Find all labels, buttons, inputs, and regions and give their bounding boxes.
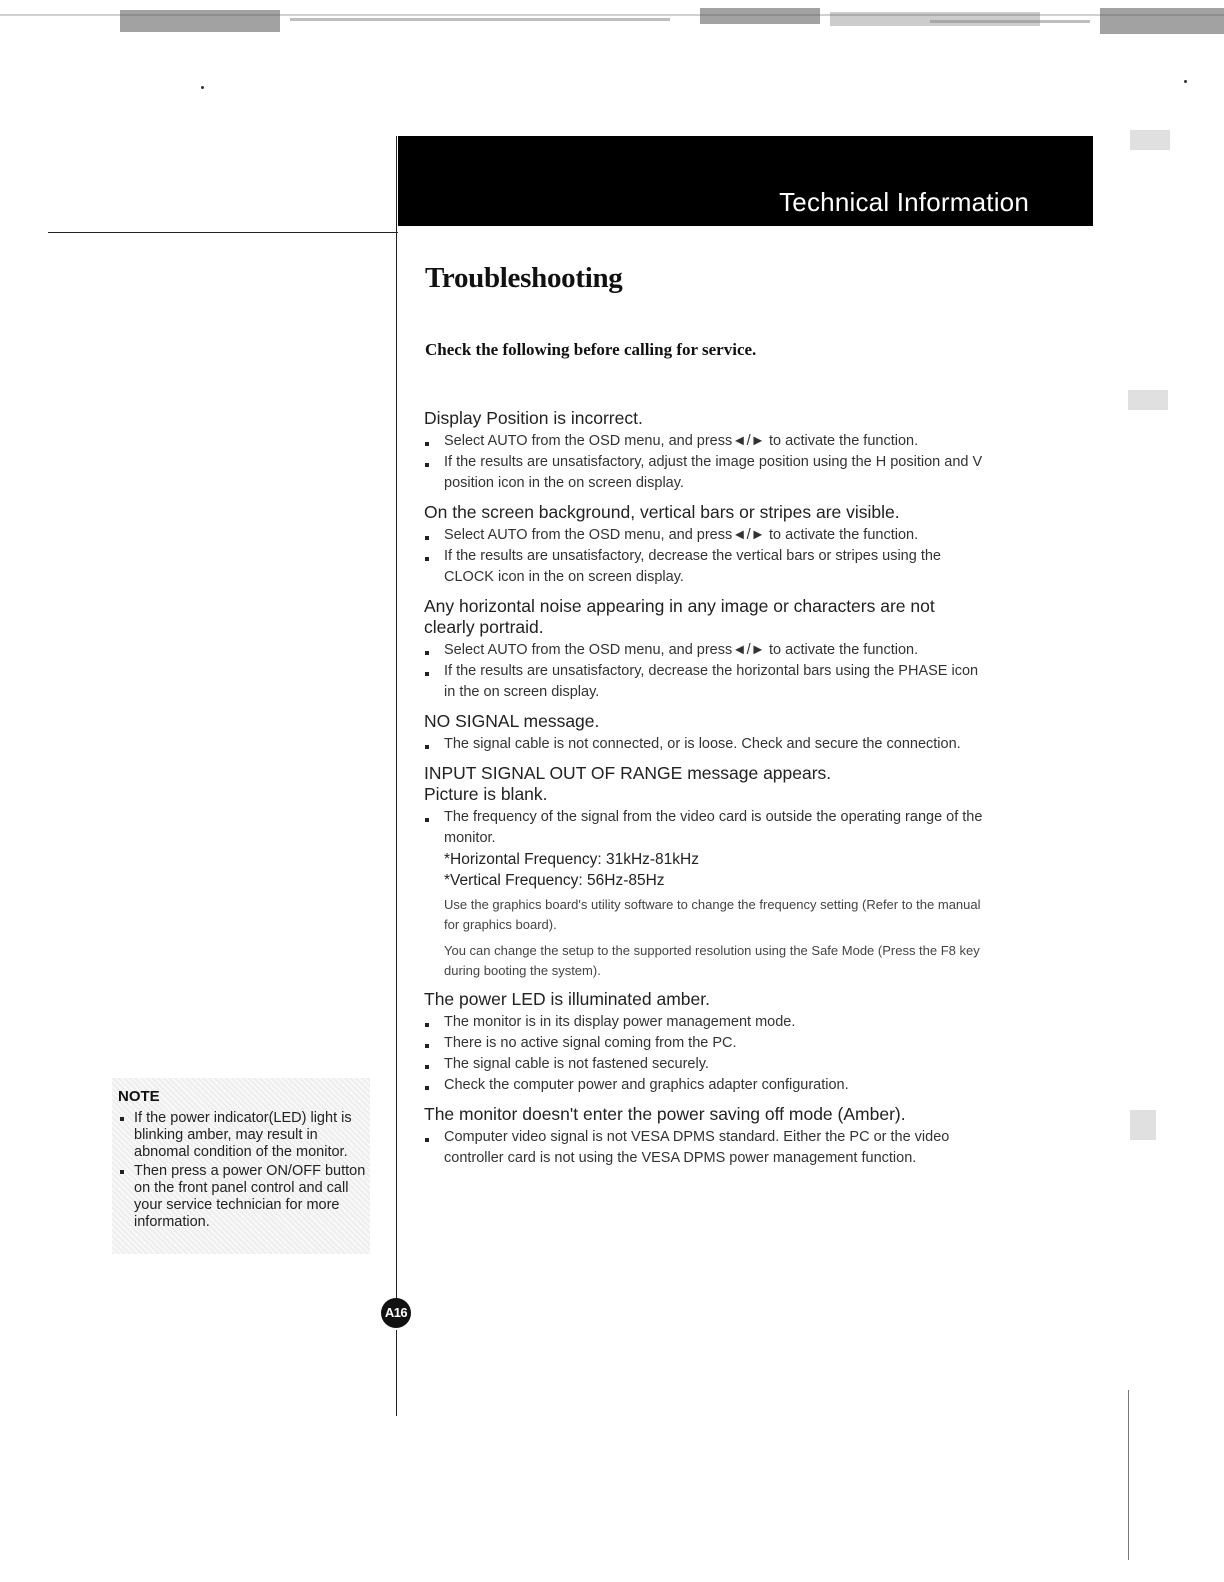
solution-list xyxy=(424,525,984,588)
solution-list xyxy=(424,807,984,891)
solution-item xyxy=(424,807,984,891)
issue-item xyxy=(424,763,984,981)
solution-item: Computer video signal is not VESA DPMS standard. Either the PC or the video controller card is not using the VESA DPMS power management function. xyxy=(424,1127,984,1169)
frequency-detail: *Vertical Frequency: 56Hz-85Hz xyxy=(444,872,665,889)
solution-list xyxy=(424,1127,984,1169)
issue-item xyxy=(424,711,984,755)
solution-list xyxy=(424,1012,984,1096)
solution-item: If the results are unsatisfactory, adjust the image position using the H position and V position icon in the on screen display. xyxy=(424,452,984,494)
solution-item: Select AUTO from the OSD menu, and press◄/► to activate the function. xyxy=(424,431,984,452)
scan-smudge xyxy=(1130,130,1170,150)
issue-item xyxy=(424,1104,984,1169)
solution-list xyxy=(424,431,984,494)
issue-title: On the screen background, vertical bars or stripes are visible. xyxy=(424,502,900,522)
issue-title: INPUT SIGNAL OUT OF RANGE message appears. xyxy=(424,763,832,783)
solution-text: The frequency of the signal from the video card is outside the operating range of the monitor. xyxy=(444,809,983,846)
issue-item xyxy=(424,502,984,588)
issue-subtitle: Picture is blank. xyxy=(424,784,548,804)
horizontal-rule xyxy=(48,232,398,233)
solution-item: If the results are unsatisfactory, decrease the horizontal bars using the PHASE icon in the on screen display. xyxy=(424,661,984,703)
scan-smudge xyxy=(1128,390,1168,410)
issue-title: Any horizontal noise appearing in any image or characters are not clearly portraid. xyxy=(424,596,935,637)
vertical-rule xyxy=(396,136,397,1300)
solution-item: Select AUTO from the OSD menu, and press◄/► to activate the function. xyxy=(424,640,984,661)
solution-list xyxy=(424,640,984,703)
issue-item xyxy=(424,408,984,494)
extra-note: Use the graphics board's utility software to change the frequency setting (Refer to the manual for graphics board). xyxy=(444,897,981,932)
issue-title: NO SIGNAL message. xyxy=(424,711,600,731)
section-header-bar xyxy=(398,136,1093,226)
scan-smudge xyxy=(1130,1110,1156,1140)
solution-item: There is no active signal coming from the PC. xyxy=(424,1033,984,1054)
intro-text: Check the following before calling for service. xyxy=(425,340,757,359)
issue-title: The power LED is illuminated amber. xyxy=(424,989,710,1009)
scan-speck xyxy=(1184,80,1187,83)
scan-edge-mark xyxy=(1128,1390,1129,1560)
solution-item: The signal cable is not connected, or is loose. Check and secure the connection. xyxy=(424,734,984,755)
solution-item: If the results are unsatisfactory, decrease the vertical bars or stripes using the CLOCK icon in the on screen display. xyxy=(424,546,984,588)
vertical-rule-lower xyxy=(396,1330,397,1416)
note-item: If the power indicator(LED) light is blinking amber, may result in abnomal condition of the monitor. xyxy=(118,1110,366,1161)
solution-item: The monitor is in its display power management mode. xyxy=(424,1012,984,1033)
section-title: Technical Information xyxy=(779,187,1029,217)
note-box xyxy=(112,1078,370,1254)
solution-list xyxy=(424,734,984,755)
note-list xyxy=(118,1110,366,1233)
issue-item xyxy=(424,989,984,1096)
scan-speck xyxy=(201,86,204,89)
solution-item: Check the computer power and graphics adapter configuration. xyxy=(424,1075,984,1096)
issue-title: The monitor doesn't enter the power saving off mode (Amber). xyxy=(424,1104,906,1124)
scan-artifact-top xyxy=(0,8,1224,48)
extra-note: You can change the setup to the supported resolution using the Safe Mode (Press the F8 key during booting the system). xyxy=(444,943,980,978)
issue-item xyxy=(424,596,984,703)
frequency-detail: *Horizontal Frequency: 31kHz-81kHz xyxy=(444,851,699,868)
issue-title: Display Position is incorrect. xyxy=(424,408,643,428)
page-number-badge: A16 xyxy=(381,1298,411,1328)
note-item: Then press a power ON/OFF button on the front panel control and call your service technician for more information. xyxy=(118,1163,366,1231)
note-title: NOTE xyxy=(118,1088,160,1105)
solution-item: The signal cable is not fastened securely. xyxy=(424,1054,984,1075)
troubleshooting-list xyxy=(424,408,984,1177)
page-title: Troubleshooting xyxy=(425,262,623,294)
solution-item: Select AUTO from the OSD menu, and press◄/► to activate the function. xyxy=(424,525,984,546)
